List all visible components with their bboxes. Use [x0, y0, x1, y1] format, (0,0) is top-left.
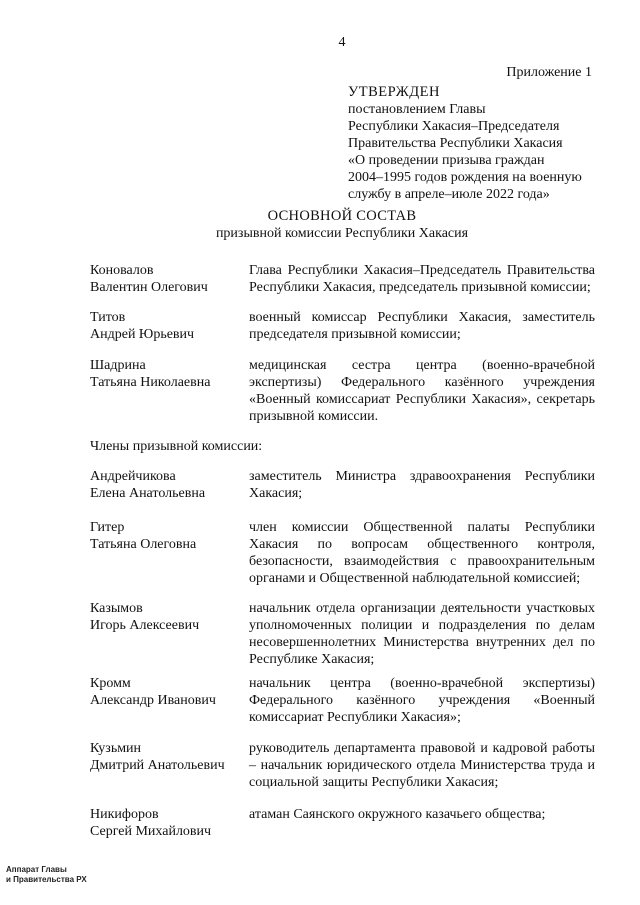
appendix-label: Приложение 1	[506, 65, 592, 80]
person-surname: Шадрина	[90, 358, 146, 373]
members-label: Члены призывной комиссии:	[90, 439, 263, 454]
person-name	[90, 262, 240, 296]
person-name	[90, 806, 240, 840]
person-surname: Казымов	[90, 601, 143, 616]
person-role: руководитель департамента правовой и кадровой работы – начальник юридического отдела Министерства труда и социальной защиты Республики Хакасия;	[249, 741, 595, 790]
person-surname: Коновалов	[90, 263, 154, 278]
person-surname: Титов	[90, 310, 126, 325]
person-given-names: Татьяна Николаевна	[90, 375, 211, 390]
person-given-names: Дмитрий Анатольевич	[90, 758, 225, 773]
person-given-names: Татьяна Олеговна	[90, 537, 197, 552]
page-number: 4	[338, 35, 346, 50]
person-role: член комиссии Общественной палаты Республики Хакасия по вопросам общественного контроля, безопасности, взаимодействия с правоохранительным органами и Общественной наблюдательной комиссией;	[249, 520, 595, 586]
person-given-names: Игорь Алексеевич	[90, 618, 200, 633]
approval-line: Республики Хакасия–Председателя	[348, 119, 560, 134]
person-name	[90, 468, 240, 502]
person-role: военный комиссар Республики Хакасия, заместитель председателя призывной комиссии;	[249, 310, 595, 342]
person-role: медицинская сестра центра (военно-врачебной экспертизы) Федерального казённого учреждения «Военный комиссариат Республики Хакасия», секретарь призывной комиссии.	[249, 358, 595, 424]
approval-block	[348, 84, 603, 203]
person-role: заместитель Министра здравоохранения Республики Хакасия;	[249, 469, 595, 501]
person-name	[90, 357, 240, 391]
person-given-names: Александр Иванович	[90, 693, 216, 708]
person-name	[90, 675, 240, 709]
footer-stamp-line: и Правительства РХ	[6, 875, 87, 884]
person-given-names: Валентин Олегович	[90, 280, 208, 295]
person-name	[90, 309, 240, 343]
person-given-names: Елена Анатольевна	[90, 486, 206, 501]
person-given-names: Андрей Юрьевич	[90, 327, 195, 342]
person-given-names: Сергей Михайлович	[90, 824, 212, 839]
heading-title: ОСНОВНОЙ СОСТАВ	[267, 208, 417, 224]
person-surname: Кузьмин	[90, 741, 142, 756]
person-name	[90, 740, 240, 774]
approval-line: 2004–1995 годов рождения на военную	[348, 170, 582, 185]
person-surname: Кромм	[90, 676, 131, 691]
document-heading	[0, 208, 640, 242]
person-name	[90, 600, 240, 634]
approval-line: службу в апреле–июле 2022 года»	[348, 187, 550, 202]
person-role: Глава Республики Хакасия–Председатель Правительства Республики Хакасия, председатель призывной комиссии;	[249, 263, 595, 295]
footer-stamp-line: Аппарат Главы	[6, 865, 67, 874]
person-surname: Андрейчикова	[90, 469, 176, 484]
person-name	[90, 519, 240, 553]
footer-stamp	[6, 865, 87, 885]
person-role: атаман Саянского окружного казачьего общества;	[249, 807, 546, 822]
person-surname: Гитер	[90, 520, 125, 535]
approval-line: постановлением Главы	[348, 102, 486, 117]
approval-line: «О проведении призыва граждан	[348, 153, 545, 168]
heading-subtitle: призывной комиссии Республики Хакасия	[215, 226, 469, 241]
person-surname: Никифоров	[90, 807, 159, 822]
person-role: начальник отдела организации деятельности участковых уполномоченных полиции и подразделения по делам несовершеннолетних Министерства внутренних дел по Республике Хакасия;	[249, 601, 595, 667]
approval-line: Правительства Республики Хакасия	[348, 136, 563, 151]
person-role: начальник центра (военно-врачебной экспертизы) Федерального казённого учреждения «Военный комиссариат Республики Хакасия»;	[249, 676, 595, 725]
approved-title: УТВЕРЖДЕН	[348, 84, 440, 100]
